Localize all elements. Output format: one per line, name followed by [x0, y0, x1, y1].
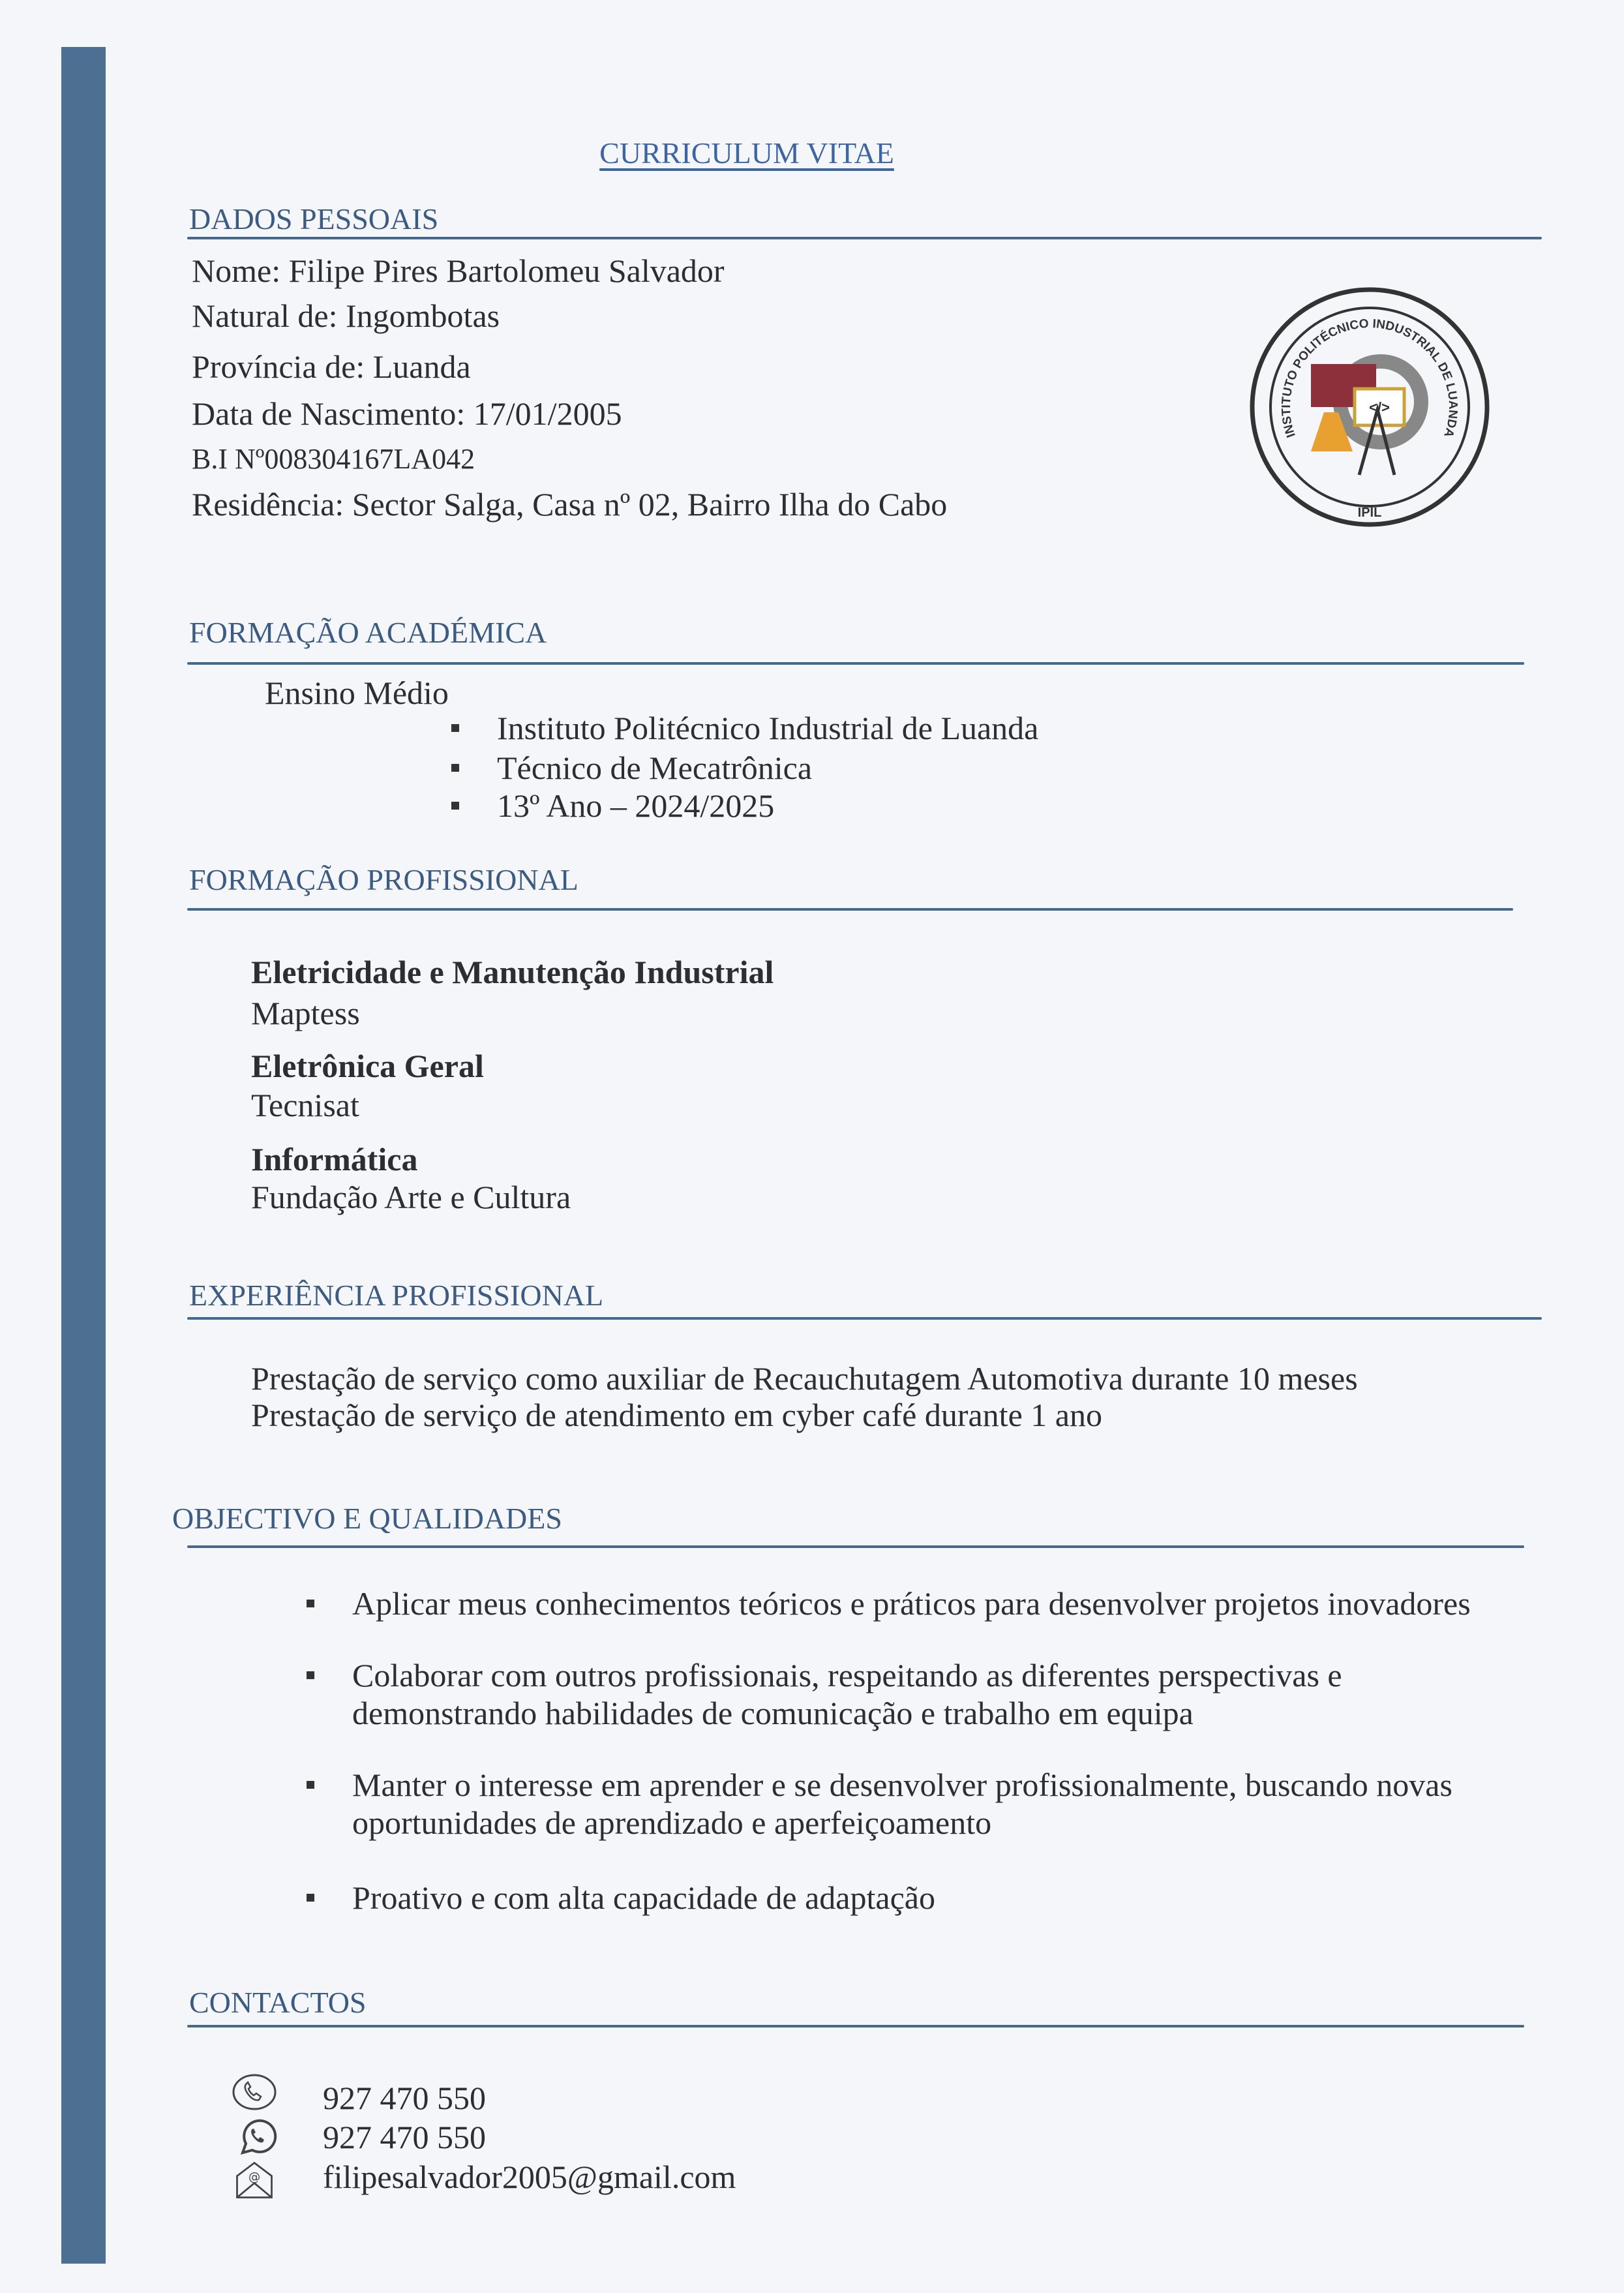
whatsapp-number[interactable]: 927 470 550 — [323, 2119, 486, 2155]
course-institution: Tecnisat — [251, 1087, 359, 1123]
course-name: Eletrônica Geral — [251, 1048, 484, 1084]
bullet-icon — [307, 1781, 314, 1789]
section-divider — [187, 908, 1513, 911]
document-title-text: CURRICULUM VITAE — [599, 136, 894, 170]
objective-item-continuation: oportunidades de aprendizado e aperfeiçoamento — [352, 1804, 992, 1841]
email-address[interactable]: filipesalvador2005@gmail.com — [323, 2159, 736, 2195]
phone-icon — [232, 2071, 277, 2113]
section-divider — [187, 1545, 1524, 1548]
personal-residence: Residência: Sector Salga, Casa nº 02, Bairro Ilha do Cabo — [192, 486, 948, 523]
course-institution: Fundação Arte e Cultura — [251, 1179, 571, 1215]
section-heading-experiencia: EXPERIÊNCIA PROFISSIONAL — [189, 1279, 604, 1312]
education-course: Técnico de Mecatrônica — [497, 750, 813, 786]
personal-birthplace: Natural de: Ingombotas — [192, 297, 500, 334]
whatsapp-icon — [235, 2116, 280, 2158]
email-icon — [232, 2159, 277, 2201]
objective-item: Manter o interesse em aprender e se desenvolver profissionalmente, buscando novas — [352, 1767, 1452, 1803]
section-divider — [187, 662, 1524, 665]
section-heading-objectivo: OBJECTIVO E QUALIDADES — [172, 1502, 562, 1535]
bullet-icon — [307, 1894, 314, 1902]
objective-item-continuation: demonstrando habilidades de comunicação e trabalho em equipa — [352, 1695, 1194, 1731]
section-divider — [187, 237, 1542, 239]
phone-number[interactable]: 927 470 550 — [323, 2080, 486, 2116]
course-name: Informática — [251, 1141, 418, 1177]
objective-item: Colaborar com outros profissionais, respeitando as diferentes perspectivas e — [352, 1657, 1342, 1693]
bullet-icon — [307, 1671, 314, 1679]
course-name: Eletricidade e Manutenção Industrial — [251, 954, 774, 990]
section-heading-contactos: CONTACTOS — [189, 1986, 367, 2019]
bullet-icon — [451, 764, 459, 772]
experience-item: Prestação de serviço como auxiliar de Recauchutagem Automotiva durante 10 meses — [251, 1360, 1358, 1397]
education-school: Instituto Politécnico Industrial de Luanda — [497, 710, 1039, 746]
svg-text:IPIL: IPIL — [1357, 506, 1382, 520]
personal-birthdate: Data de Nascimento: 17/01/2005 — [192, 395, 622, 432]
education-level: Ensino Médio — [265, 675, 449, 711]
section-heading-formacao-profissional: FORMAÇÃO PROFISSIONAL — [189, 863, 579, 896]
section-divider — [187, 1317, 1542, 1320]
personal-province: Província de: Luanda — [192, 348, 471, 385]
svg-text:</>: </> — [1369, 399, 1390, 416]
objective-item: Proativo e com alta capacidade de adaptação — [352, 1879, 935, 1916]
bullet-icon — [307, 1600, 314, 1607]
education-year: 13º Ano – 2024/2025 — [497, 787, 775, 824]
document-title — [0, 134, 1494, 173]
personal-id: B.I Nº008304167LA042 — [192, 443, 475, 475]
objective-item: Aplicar meus conhecimentos teóricos e práticos para desenvolver projetos inovadores — [352, 1585, 1471, 1622]
experience-item: Prestação de serviço de atendimento em cyber café durante 1 ano — [251, 1397, 1102, 1433]
bullet-icon — [451, 802, 459, 810]
section-divider — [187, 2025, 1524, 2027]
section-heading-dados-pessoais: DADOS PESSOAIS — [189, 202, 439, 235]
section-heading-formacao-academica: FORMAÇÃO ACADÉMICA — [189, 616, 547, 649]
svg-text:@: @ — [248, 2170, 261, 2184]
logo-ring-text: INSTITUTO POLITÉCNICO INDUSTRIAL DE LUANDA — [1279, 316, 1460, 440]
personal-name: Nome: Filipe Pires Bartolomeu Salvador — [192, 252, 725, 289]
logo-artwork — [1311, 361, 1421, 475]
course-institution: Maptess — [251, 995, 360, 1031]
left-margin-bar — [61, 47, 106, 2264]
school-logo — [1247, 284, 1492, 530]
bullet-icon — [451, 724, 459, 732]
